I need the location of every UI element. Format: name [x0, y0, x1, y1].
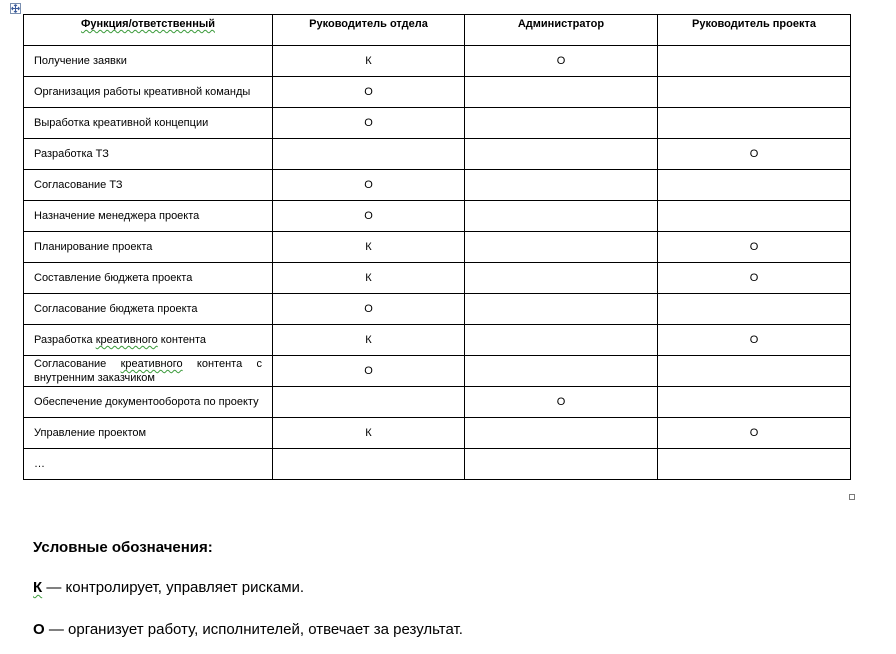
cell-project-manager[interactable]: [658, 449, 851, 480]
cell-function[interactable]: Управление проектом: [24, 418, 273, 449]
table-row: [24, 201, 851, 232]
cell-head-of-department[interactable]: О: [273, 294, 465, 325]
responsibility-table: [23, 14, 851, 480]
table-row: [24, 325, 851, 356]
table-header-row: [24, 15, 851, 46]
cell-head-of-department[interactable]: К: [273, 232, 465, 263]
legend-o-text: — организует работу, исполнителей, отвечает за результат.: [44, 621, 463, 638]
cell-project-manager[interactable]: О: [658, 232, 851, 263]
cell-administrator[interactable]: О: [465, 387, 658, 418]
header-project-manager[interactable]: Руководитель проекта: [658, 15, 851, 46]
cell-function[interactable]: Составление бюджета проекта: [24, 263, 273, 294]
table-row: [24, 139, 851, 170]
cell-function[interactable]: Разработка ТЗ: [24, 139, 273, 170]
cell-function[interactable]: Согласование креативного контента с внутренним заказчиком: [24, 356, 273, 387]
cell-function[interactable]: Обеспечение документооборота по проекту: [24, 387, 273, 418]
cell-function[interactable]: Назначение менеджера проекта: [24, 201, 273, 232]
header-head-of-department[interactable]: Руководитель отдела: [273, 15, 465, 46]
cell-head-of-department[interactable]: О: [273, 108, 465, 139]
cell-head-of-department[interactable]: О: [273, 170, 465, 201]
cell-head-of-department[interactable]: К: [273, 46, 465, 77]
cell-function[interactable]: Выработка креативной концепции: [24, 108, 273, 139]
legend-title: Условные обозначения:: [33, 539, 213, 556]
cell-project-manager[interactable]: [658, 294, 851, 325]
cell-head-of-department[interactable]: О: [273, 201, 465, 232]
cell-function[interactable]: Согласование ТЗ: [24, 170, 273, 201]
cell-function[interactable]: Планирование проекта: [24, 232, 273, 263]
table-resize-handle[interactable]: [849, 494, 855, 500]
cell-project-manager[interactable]: [658, 201, 851, 232]
cell-project-manager[interactable]: О: [658, 139, 851, 170]
cell-project-manager[interactable]: [658, 387, 851, 418]
cell-administrator[interactable]: [465, 77, 658, 108]
cell-function[interactable]: Организация работы креативной команды: [24, 77, 273, 108]
cell-project-manager[interactable]: [658, 356, 851, 387]
table-row: [24, 46, 851, 77]
table-row: [24, 387, 851, 418]
table-row: [24, 294, 851, 325]
cell-administrator[interactable]: [465, 356, 658, 387]
cell-project-manager[interactable]: О: [658, 263, 851, 294]
cell-function[interactable]: Согласование бюджета проекта: [24, 294, 273, 325]
table-move-handle-icon[interactable]: [10, 3, 21, 14]
cell-head-of-department[interactable]: О: [273, 356, 465, 387]
cell-head-of-department[interactable]: К: [273, 325, 465, 356]
header-administrator[interactable]: Администратор: [465, 15, 658, 46]
cell-administrator[interactable]: О: [465, 46, 658, 77]
cell-administrator[interactable]: [465, 449, 658, 480]
cell-head-of-department[interactable]: [273, 449, 465, 480]
table-row: [24, 356, 851, 387]
cell-function[interactable]: Разработка креативного контента: [24, 325, 273, 356]
cell-head-of-department[interactable]: К: [273, 263, 465, 294]
cell-administrator[interactable]: [465, 201, 658, 232]
cell-project-manager[interactable]: [658, 46, 851, 77]
cell-project-manager[interactable]: [658, 170, 851, 201]
cell-administrator[interactable]: [465, 294, 658, 325]
cell-administrator[interactable]: [465, 232, 658, 263]
table-row: [24, 108, 851, 139]
header-function[interactable]: Функция/ответственный: [24, 15, 273, 46]
cell-head-of-department[interactable]: О: [273, 77, 465, 108]
cell-project-manager[interactable]: О: [658, 325, 851, 356]
cell-administrator[interactable]: [465, 139, 658, 170]
cell-project-manager[interactable]: О: [658, 418, 851, 449]
cell-administrator[interactable]: [465, 108, 658, 139]
table-row: [24, 418, 851, 449]
table-row: [24, 232, 851, 263]
cell-function[interactable]: …: [24, 449, 273, 480]
legend-o-letter: О: [33, 621, 45, 638]
cell-project-manager[interactable]: [658, 77, 851, 108]
table-row: [24, 263, 851, 294]
cell-head-of-department[interactable]: [273, 139, 465, 170]
cell-administrator[interactable]: [465, 325, 658, 356]
table-row: [24, 170, 851, 201]
cell-head-of-department[interactable]: [273, 387, 465, 418]
cell-project-manager[interactable]: [658, 108, 851, 139]
table-row: [24, 449, 851, 480]
legend-k-text: — контролирует, управляет рисками.: [42, 579, 305, 596]
cell-administrator[interactable]: [465, 418, 658, 449]
cell-administrator[interactable]: [465, 170, 658, 201]
cell-function[interactable]: Получение заявки: [24, 46, 273, 77]
legend-k: [33, 579, 304, 597]
table-row: [24, 77, 851, 108]
cell-administrator[interactable]: [465, 263, 658, 294]
legend-o: [33, 621, 463, 639]
legend-k-letter: К: [33, 579, 43, 596]
cell-head-of-department[interactable]: К: [273, 418, 465, 449]
